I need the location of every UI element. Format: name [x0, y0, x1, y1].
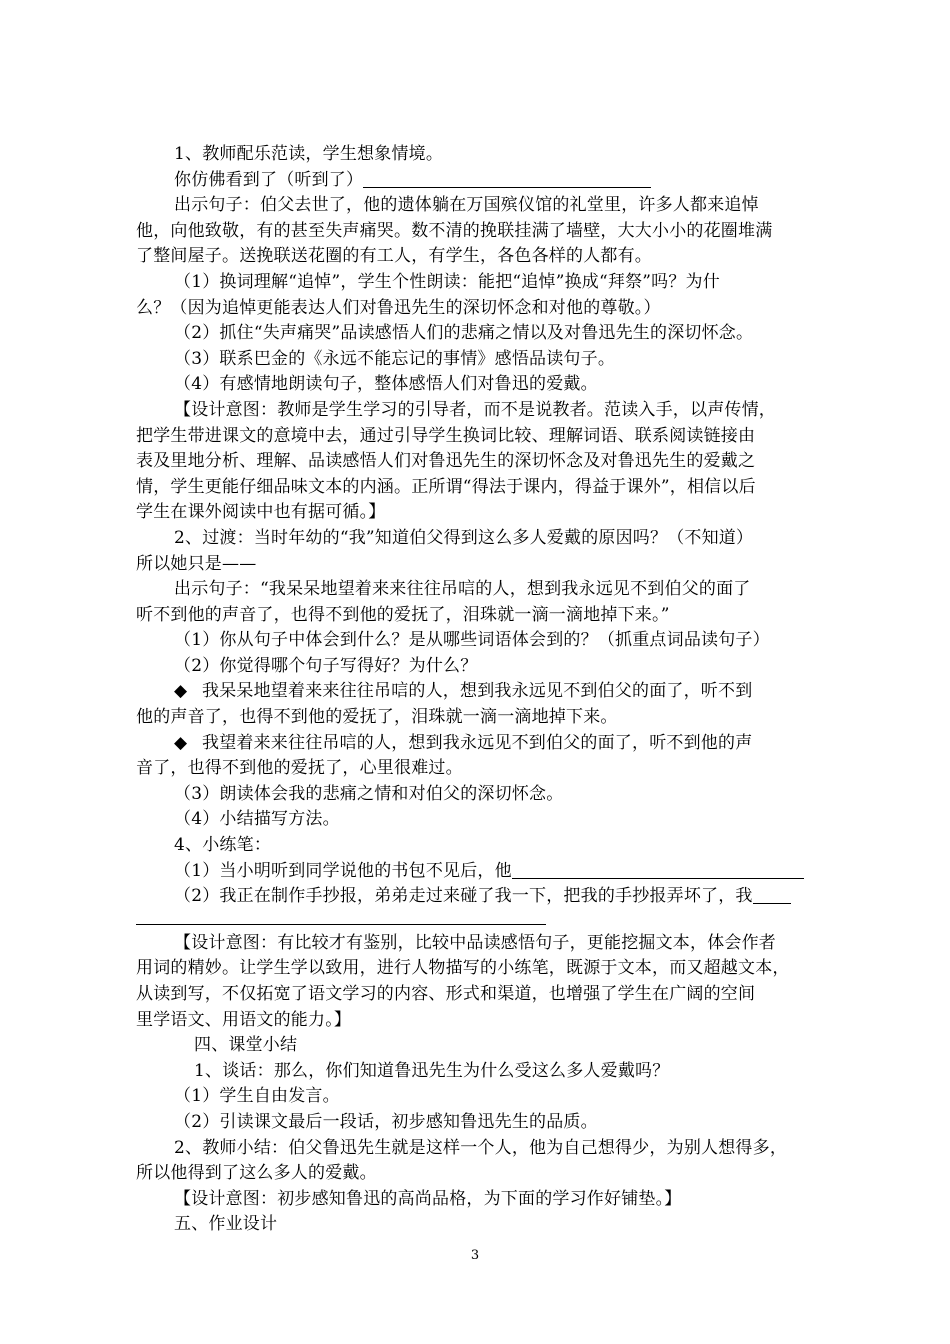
document-body	[136, 142, 816, 1238]
text-line: （2）抓住“失声痛哭”品读感悟人们的悲痛之情以及对鲁迅先生的深切怀念。	[174, 323, 754, 344]
text-line: （3）联系巴金的《永远不能忘记的事情》感悟品读句子。	[174, 348, 616, 369]
design-intent-line: 表及里地分析、理解、品读感悟人们对鲁迅先生的深切怀念及对鲁迅先生的爱戴之	[136, 451, 756, 472]
text-line-with-blank	[136, 859, 816, 885]
text-line: 他，向他致敬，有的甚至失声痛哭。数不清的挽联挂满了墙壁，大大小小的花圈堆满	[136, 220, 773, 241]
design-intent-line: 用词的精妙。让学生学以致用，进行人物描写的小练笔，既源于文本，而又超越文本，	[136, 958, 790, 979]
text-line: （3）朗读体会我的悲痛之情和对伯父的深切怀念。	[174, 783, 564, 804]
text-line: （1）你从句子中体会到什么？是从哪些词语体会到的？（抓重点词品读句子）	[174, 630, 770, 651]
prompt-text: 你仿佛看到了（听到了）	[174, 169, 364, 190]
fill-blank	[363, 170, 651, 188]
text-line: 了整间屋子。送挽联送花圈的有工人，有学生，各色各样的人都有。	[136, 246, 652, 267]
text-line: 听不到他的声音了，也得不到他的爱抚了，泪珠就一滴一滴地掉下来。”	[136, 604, 670, 625]
bullet-text: 我呆呆地望着来来往往吊唁的人，想到我永远见不到伯父的面了，听不到	[202, 681, 753, 702]
text-line: 所以她只是——	[136, 553, 257, 574]
exercise-text: （2）我正在制作手抄报，弟弟走过来碰了我一下，把我的手抄报弄坏了，我	[174, 886, 753, 907]
design-intent-line: 里学语文、用语文的能力。】	[136, 1009, 352, 1030]
text-line-with-blank	[136, 884, 816, 910]
fill-blank	[753, 886, 791, 904]
bullet-text: 我望着来来往往吊唁的人，想到我永远见不到伯父的面了，听不到他的声	[202, 732, 753, 753]
text-line: （4）小结描写方法。	[174, 809, 340, 830]
text-line: （1）学生自由发言。	[174, 1086, 340, 1107]
design-intent-line: 把学生带进课文的意境中去，通过引导学生换词比较、理解词语、联系阅读链接由	[136, 425, 756, 446]
text-line: 1、教师配乐范读，学生想象情境。	[174, 144, 444, 164]
diamond-bullet-icon: ◆	[174, 732, 188, 753]
text-line: 音了，也得不到他的爱抚了，心里很难过。	[136, 758, 463, 779]
design-intent-line: 学生在课外阅读中也有据可循。】	[136, 502, 386, 523]
text-line: 么？（因为追悼更能表达人们对鲁迅先生的深切怀念和对他的尊敬。）	[136, 297, 661, 318]
text-line: 4、小练笔：	[174, 835, 272, 856]
diamond-bullet-icon: ◆	[174, 681, 188, 702]
text-line: 1、谈话：那么，你们知道鲁迅先生为什么受这么多人爱戴吗？	[194, 1060, 670, 1081]
text-line: 所以他得到了这么多人的爱戴。	[136, 1163, 377, 1184]
bullet-line	[136, 679, 816, 705]
design-intent-line: 情，学生更能仔细品味文本的内涵。正所谓“得法于课内，得益于课外”，相信以后	[136, 476, 756, 497]
design-intent-line: 【设计意图：有比较才有鉴别，比较中品读感悟句子，更能挖掘文本，体会作者	[174, 932, 776, 953]
text-line: 出示句子：“我呆呆地望着来来往往吊唁的人，想到我永远见不到伯父的面了	[174, 579, 751, 600]
design-intent-line: 【设计意图：初步感知鲁迅的高尚品格，为下面的学习作好铺垫。】	[174, 1188, 682, 1209]
page-number: 3	[470, 1248, 480, 1263]
fill-blank	[512, 861, 804, 879]
exercise-text: （1）当小明听到同学说他的书包不见后，他	[174, 860, 512, 881]
text-line: （2）你觉得哪个句子写得好？为什么？	[174, 655, 478, 676]
text-line: （4）有感情地朗读句子，整体感悟人们对鲁迅的爱戴。	[174, 374, 598, 395]
design-intent-line: 从读到写，不仅拓宽了语文学习的内容、形式和渠道，也增强了学生在广阔的空间	[136, 984, 756, 1004]
section-heading: 五、作业设计	[174, 1214, 278, 1235]
bullet-line	[136, 731, 816, 757]
text-line: 出示句子：伯父去世了，他的遗体躺在万国殡仪馆的礼堂里，许多人都来追悼	[174, 195, 759, 216]
section-heading: 四、课堂小结	[194, 1035, 298, 1056]
text-line: （1）换词理解“追悼”，学生个性朗读：能把“追悼”换成“拜祭”吗？为什	[174, 271, 720, 292]
text-line: 他的声音了，也得不到他的爱抚了，泪珠就一滴一滴地掉下来。	[136, 707, 618, 728]
text-line-with-blank	[136, 168, 816, 194]
text-line: 2、教师小结：伯父鲁迅先生就是这样一个人，他为自己想得少，为别人想得多，	[174, 1137, 788, 1158]
fill-blank-continuation	[136, 910, 546, 925]
text-line: （2）引读课文最后一段话，初步感知鲁迅先生的品质。	[174, 1111, 598, 1132]
text-line: 2、过渡：当时年幼的“我”知道伯父得到这么多人爱戴的原因吗？（不知道）	[174, 527, 754, 548]
design-intent-line: 【设计意图：教师是学生学习的引导者，而不是说教者。范读入手，以声传情，	[174, 399, 776, 420]
